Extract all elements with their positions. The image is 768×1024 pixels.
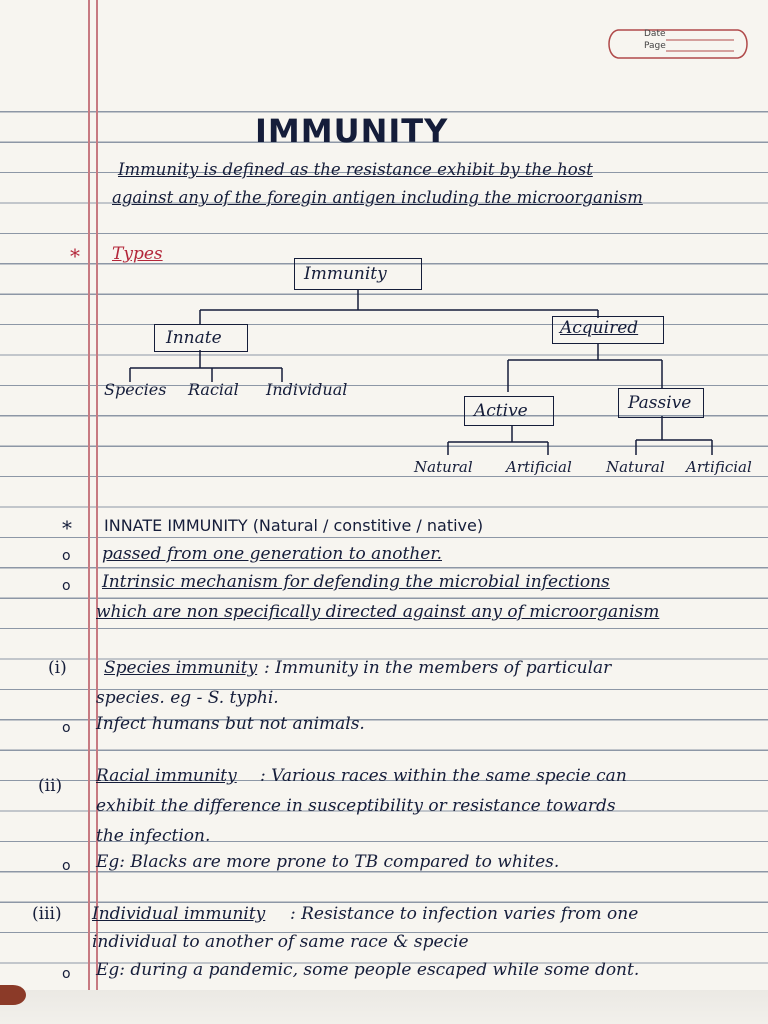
innate-marker: *: [62, 516, 72, 540]
types-marker: *: [70, 244, 80, 268]
date-label: Date: [644, 29, 666, 39]
page-label: Page: [644, 41, 666, 51]
individual-bullet: Eg: during a pandemic, some people escaped while some dont.: [96, 960, 640, 980]
tree-label-active-natural: Natural: [414, 458, 473, 476]
racial-line-2: exhibit the difference in susceptibility or resistance towards: [96, 796, 616, 816]
innate-point-3: which are non specifically directed against any of microorganism: [96, 602, 660, 622]
species-line-1: : Immunity in the members of particular: [264, 658, 612, 678]
tree-label-acquired: Acquired: [560, 318, 639, 338]
bullet-dot: o: [62, 966, 71, 982]
racial-line-3: the infection.: [96, 826, 211, 846]
racial-bullet: Eg: Blacks are more prone to TB compared to whites.: [96, 852, 560, 872]
bullet-dot: o: [62, 548, 71, 564]
innate-point-1: passed from one generation to another.: [102, 544, 442, 564]
tree-label-passive: Passive: [628, 393, 692, 413]
tree-label-active: Active: [474, 401, 528, 421]
definition-line-2: against any of the foregin antigen including the microorganism: [112, 188, 643, 207]
individual-line-1: : Resistance to infection varies from one: [290, 904, 639, 924]
species-numeral: (i): [48, 658, 67, 678]
racial-line-1: : Various races within the same specie can: [260, 766, 627, 786]
individual-numeral: (iii): [32, 904, 62, 924]
racial-term: Racial immunity: [96, 766, 237, 786]
bullet-dot: o: [62, 720, 71, 736]
innate-heading: INNATE IMMUNITY (Natural / constitive / native): [104, 516, 484, 535]
tree-label-individual: Individual: [266, 380, 348, 399]
tree-label-active-artificial: Artificial: [506, 458, 572, 476]
bullet-dot: o: [62, 578, 71, 594]
tree-label-immunity: Immunity: [304, 264, 387, 284]
bullet-dot: o: [62, 858, 71, 874]
tree-label-racial: Racial: [188, 380, 239, 399]
tree-label-passive-natural: Natural: [606, 458, 665, 476]
individual-line-2: individual to another of same race & specie: [92, 932, 469, 952]
species-line-2: species. eg - S. typhi.: [96, 688, 279, 708]
types-heading: Types: [112, 244, 163, 264]
tree-label-innate: Innate: [166, 328, 222, 348]
species-term: Species immunity: [104, 658, 258, 678]
tree-label-passive-artificial: Artificial: [686, 458, 752, 476]
types-tree-connectors: [0, 0, 768, 500]
binder-corner: [0, 985, 26, 1005]
definition-line-1: Immunity is defined as the resistance exhibit by the host: [118, 160, 593, 179]
page-bottom-edge: [0, 990, 768, 1024]
racial-numeral: (ii): [38, 776, 63, 796]
tree-label-species: Species: [104, 380, 167, 399]
page-title: IMMUNITY: [255, 112, 449, 150]
species-bullet: Infect humans but not animals.: [96, 714, 365, 734]
individual-term: Individual immunity: [92, 904, 266, 924]
innate-point-2: Intrinsic mechanism for defending the microbial infections: [102, 572, 610, 592]
